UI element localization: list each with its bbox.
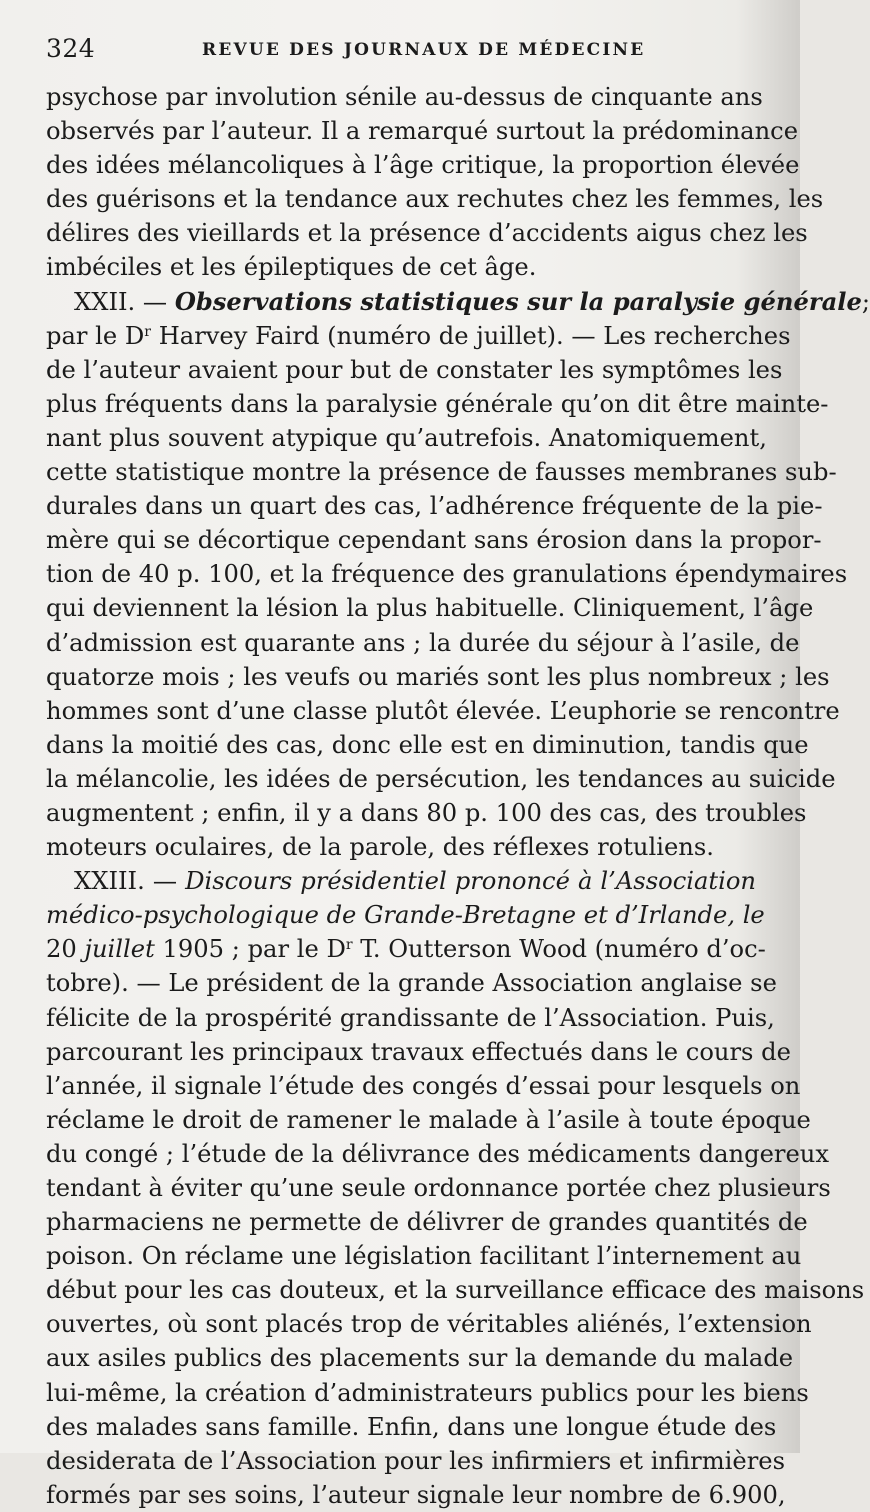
text-line: ouvertes, où sont placés trop de véritables aliénés, l’extension — [46, 1310, 812, 1339]
text-line: du congé ; l’étude de la délivrance des médicaments dangereux — [46, 1139, 830, 1168]
text-line: cette statistique montre la présence de fausses membranes sub- — [46, 458, 837, 487]
text-line: plus fréquents dans la paralysie générale qu’on dit être mainte- — [46, 389, 829, 418]
text-line: l’année, il signale l’étude des congés d’essai pour lesquels on — [46, 1071, 801, 1100]
text-line: desiderata de l’Association pour les infirmiers et infirmières — [46, 1446, 785, 1475]
superscript: r — [345, 937, 353, 954]
text-span: T. Outterson Wood (numéro d’oc- — [352, 935, 766, 964]
text-line: des idées mélancoliques à l’âge critique, la proportion élevée — [46, 151, 800, 180]
page-number: 324 — [46, 34, 96, 63]
text-line — [46, 932, 766, 966]
section-xxii-heading — [46, 285, 870, 319]
text-line: hommes sont d’une classe plutôt élevée. L’euphorie se rencontre — [46, 696, 840, 725]
text-span: juillet — [84, 935, 155, 964]
text-line: qui deviennent la lésion la plus habituelle. Cliniquement, l’âge — [46, 594, 814, 623]
text-line: tion de 40 p. 100, et la fréquence des granulations épendymaires — [46, 560, 848, 589]
text-span: 20 — [46, 935, 85, 964]
text-line: psychose par involution sénile au-dessus de cinquante ans — [46, 83, 763, 111]
text-line: de l’auteur avaient pour but de constater les symptômes les — [46, 355, 783, 384]
punctuation: ; — [861, 287, 870, 316]
text-line: nant plus souvent atypique qu’autrefois. Anatomiquement, — [46, 423, 767, 452]
text-line: pharmaciens ne permette de délivrer de grandes quantités de — [46, 1208, 808, 1237]
section-xxiii-heading — [46, 864, 756, 898]
text-line: durales dans un quart des cas, l’adhérence fréquente de la pie- — [46, 492, 823, 521]
section-number: XXIII. — — [74, 867, 186, 896]
journal-title: REVUE DES JOURNAUX DE MÉDECINE — [202, 40, 646, 60]
text-span: par le D — [46, 321, 145, 350]
text-line: félicite de la prospérité grandissante de l’Association. Puis, — [46, 1003, 775, 1032]
text-line: augmentent ; enfin, il y a dans 80 p. 100 des cas, des troubles — [46, 798, 807, 827]
text-line: des malades sans famille. Enfin, dans une longue étude des — [46, 1412, 777, 1441]
text-line: mère qui se décortique cependant sans érosion dans la propor- — [46, 526, 822, 555]
text-line: moteurs oculaires, de la parole, des réflexes rotuliens. — [46, 833, 714, 862]
running-header — [46, 32, 752, 68]
text-line: la mélancolie, les idées de persécution, les tendances au suicide — [46, 764, 836, 793]
text-line — [46, 319, 791, 353]
text-line: imbéciles et les épileptiques de cet âge. — [46, 253, 537, 282]
superscript: r — [144, 323, 151, 340]
text-line: parcourant les principaux travaux effectués dans le cours de — [46, 1037, 791, 1066]
text-line: d’admission est quarante ans ; la durée du séjour à l’asile, de — [46, 628, 800, 657]
text-line: poison. On réclame une législation facilitant l’internement au — [46, 1242, 802, 1271]
body-text — [46, 80, 870, 1512]
text-line: lui-même, la création d’administrateurs publics pour les biens — [46, 1378, 809, 1407]
text-line: tendant à éviter qu’une seule ordonnance portée chez plusieurs — [46, 1174, 831, 1202]
text-line: formés par ses soins, l’auteur signale leur nombre de 6.900, — [46, 1480, 786, 1509]
text-line: quatorze mois ; les veufs ou mariés sont les plus nombreux ; les — [46, 662, 830, 691]
article-title: Observations statistiques sur la paralysie générale — [174, 286, 862, 316]
text-line: délires des vieillards et la présence d’accidents aigus chez les — [46, 219, 808, 248]
text-line: des guérisons et la tendance aux rechutes chez les femmes, les — [46, 185, 824, 214]
text-line: début pour les cas douteux, et la surveillance efficace des maisons — [46, 1276, 865, 1305]
text-line: tobre). — Le président de la grande Association anglaise se — [46, 969, 777, 998]
text-line: aux asiles publics des placements sur la demande du malade — [46, 1344, 794, 1373]
text-line: réclame le droit de ramener le malade à l’asile à toute époque — [46, 1105, 811, 1134]
article-title: Discours présidentiel prononcé à l’Association — [185, 867, 756, 896]
text-line: dans la moitié des cas, donc elle est en diminution, tandis que — [46, 730, 809, 759]
article-title-continued: médico-psychologique de Grande-Bretagne et d’Irlande, le — [46, 901, 765, 930]
section-number: XXII. — — [74, 287, 175, 316]
text-span: 1905 ; par le D — [154, 935, 346, 964]
text-span: Harvey Faird (numéro de juillet). — Les recherches — [151, 321, 791, 350]
text-line: observés par l’auteur. Il a remarqué surtout la prédominance — [46, 117, 799, 146]
